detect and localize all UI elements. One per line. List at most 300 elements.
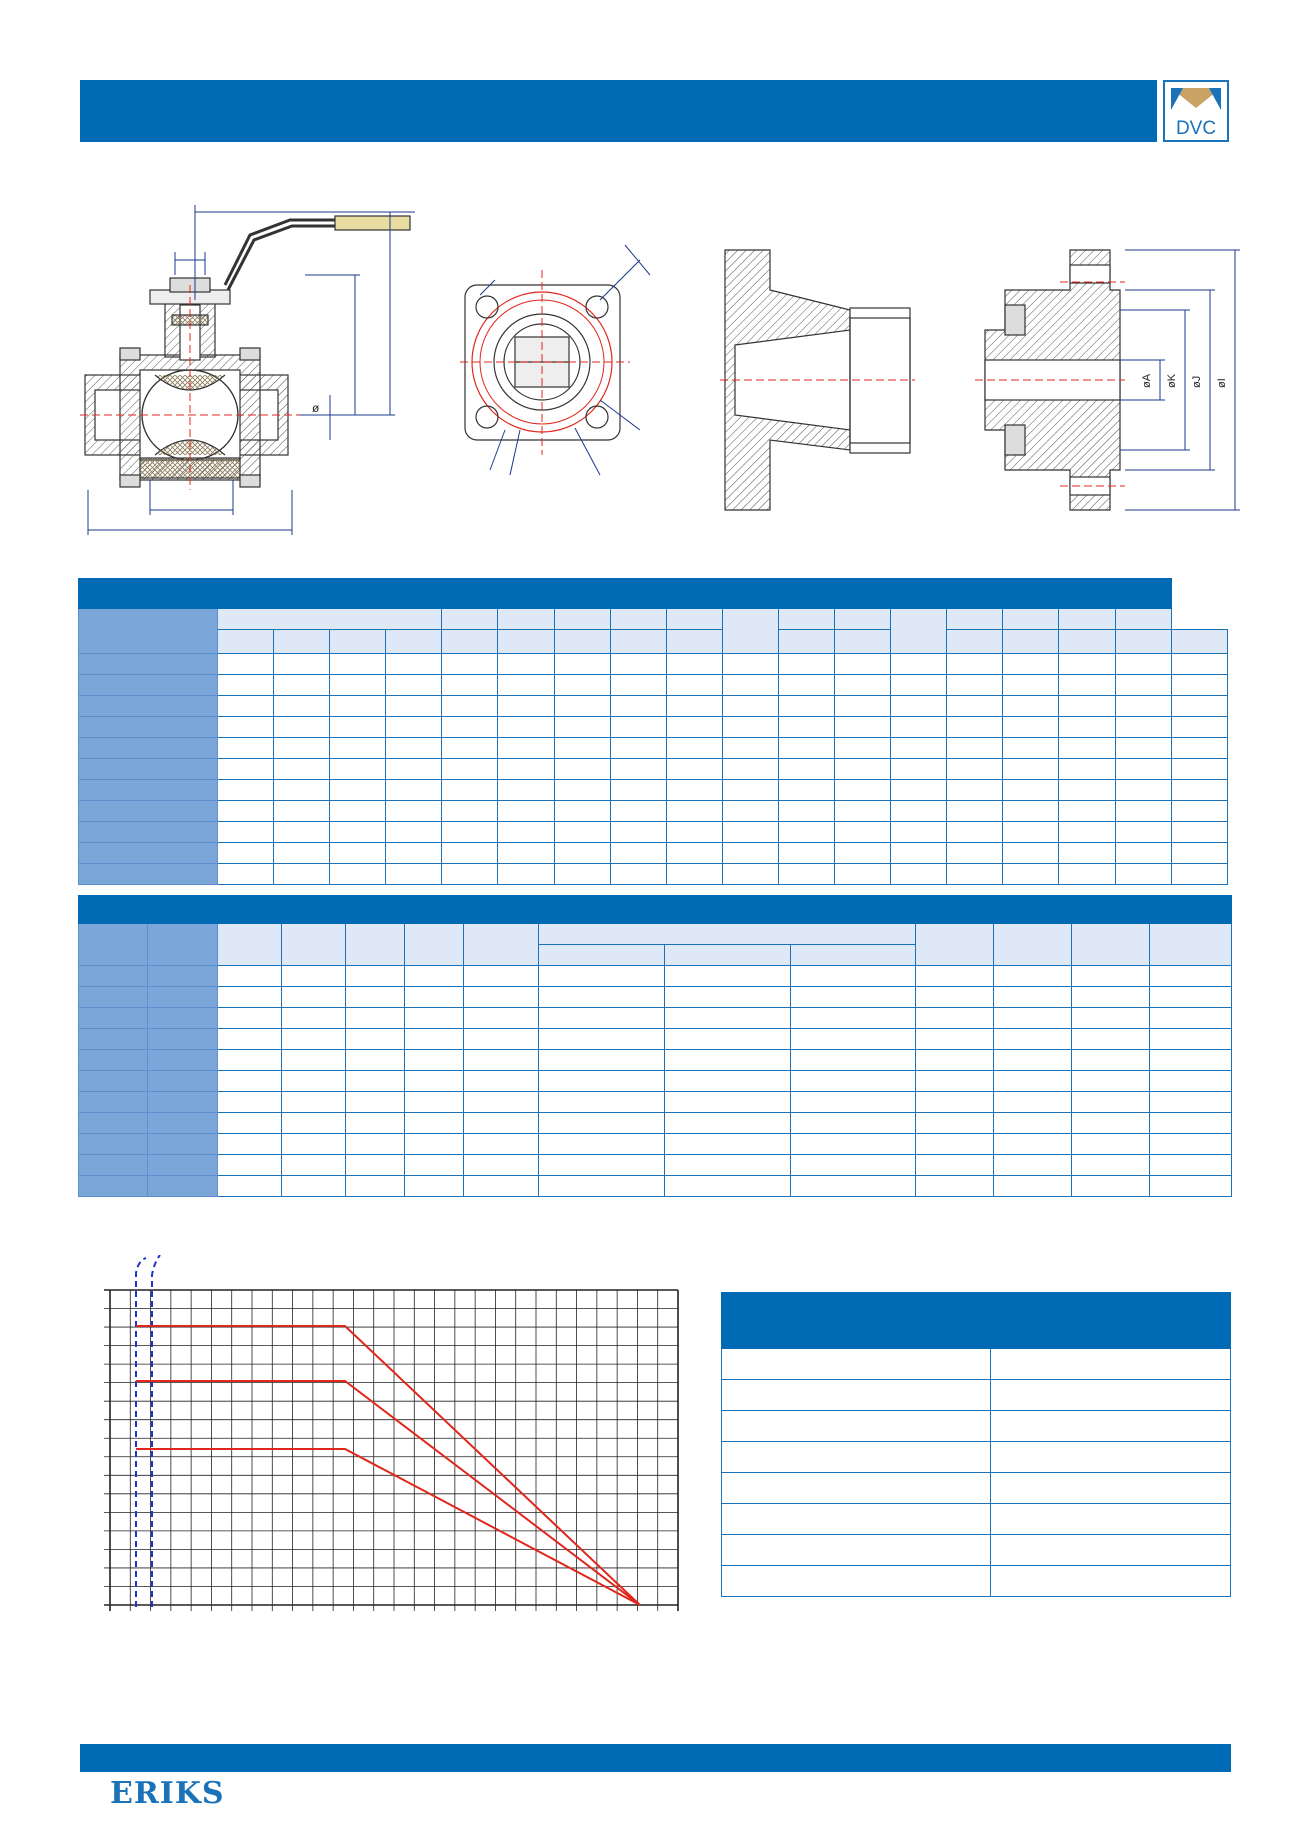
table-cell [405, 1008, 464, 1029]
header-band [80, 80, 1157, 142]
table-cell [665, 1071, 791, 1092]
table-cell [610, 843, 666, 864]
table-cell [666, 864, 722, 885]
table-cell [891, 675, 947, 696]
chart-grid [104, 1290, 678, 1611]
table-cell [947, 864, 1003, 885]
table-cell [218, 1050, 282, 1071]
table-cell [282, 1050, 346, 1071]
limit-line [136, 1258, 146, 1607]
table-cell [464, 1134, 539, 1155]
table-row [722, 1473, 1231, 1504]
sub-header [835, 630, 891, 654]
sub-header [947, 630, 1003, 654]
table-cell [666, 696, 722, 717]
row-label-cell [79, 864, 218, 885]
table-cell [1072, 1071, 1150, 1092]
sub-header [554, 630, 610, 654]
table-cell [947, 801, 1003, 822]
sub-header [916, 924, 994, 966]
table-cell [722, 1473, 991, 1504]
table-cell [1115, 822, 1171, 843]
table-cell [791, 1071, 916, 1092]
table-cell [947, 717, 1003, 738]
table-cell [464, 1176, 539, 1197]
table-cell [282, 1113, 346, 1134]
table-cell [464, 1050, 539, 1071]
table-cell [346, 1155, 405, 1176]
table-cell [1003, 717, 1059, 738]
table-cell [442, 696, 498, 717]
table-cell [218, 654, 274, 675]
table-cell [778, 738, 834, 759]
table-cell [778, 801, 834, 822]
table-cell [1003, 654, 1059, 675]
flange-label-k: øK [1166, 373, 1178, 388]
table-cell [274, 759, 330, 780]
table-cell [405, 1050, 464, 1071]
valve-drawings [0, 190, 1300, 550]
table-cell [539, 1155, 665, 1176]
table-cell [218, 1155, 282, 1176]
table-row [79, 717, 1228, 738]
flange-table [78, 895, 1232, 1197]
flange-table-row-header-2 [148, 924, 218, 966]
flange-table-header-group-4 [916, 896, 1232, 924]
table-cell [282, 987, 346, 1008]
table-cell [722, 864, 778, 885]
table-cell [916, 966, 994, 987]
row-label-cell [79, 1092, 148, 1113]
row-label-cell [79, 675, 218, 696]
table-cell [991, 1380, 1231, 1411]
table-cell [405, 1092, 464, 1113]
table-cell [274, 822, 330, 843]
table-cell [1059, 843, 1115, 864]
table-cell [665, 1029, 791, 1050]
table-cell [330, 738, 386, 759]
table-cell [554, 801, 610, 822]
table-cell [947, 780, 1003, 801]
table-cell [791, 1029, 916, 1050]
row-label-cell [148, 1092, 218, 1113]
table-cell [386, 822, 442, 843]
row-label-cell [79, 654, 218, 675]
table-cell [1115, 738, 1171, 759]
dimensions-table-header-group-1 [218, 579, 723, 609]
table-cell [891, 822, 947, 843]
table-cell [442, 801, 498, 822]
table-cell [218, 696, 274, 717]
table-cell [539, 1176, 665, 1197]
table-cell [1003, 759, 1059, 780]
row-label-cell [79, 717, 218, 738]
flange-label-j: øJ [1191, 375, 1203, 388]
table-cell [442, 675, 498, 696]
table-cell [282, 1008, 346, 1029]
table-cell [665, 1113, 791, 1134]
table-cell [666, 717, 722, 738]
table-cell [1150, 1071, 1232, 1092]
table-cell [1171, 822, 1227, 843]
weld-end-section [720, 250, 915, 510]
sub-header [282, 924, 346, 966]
table-row [79, 1092, 1232, 1113]
sub-header [442, 630, 498, 654]
table-cell [916, 1029, 994, 1050]
row-label-cell [79, 822, 218, 843]
table-cell [666, 675, 722, 696]
table-cell [722, 654, 778, 675]
table-cell [778, 696, 834, 717]
dimensions-table [78, 578, 1228, 885]
table-row [722, 1566, 1231, 1597]
table-row [722, 1535, 1231, 1566]
table-cell [539, 1029, 665, 1050]
table-cell [610, 738, 666, 759]
table-cell [554, 717, 610, 738]
sub-header [1072, 924, 1150, 966]
table-cell [1072, 987, 1150, 1008]
table-cell [330, 696, 386, 717]
table-cell [282, 1155, 346, 1176]
sub-header [539, 945, 665, 966]
dimensions-table-header-group-2 [722, 579, 1059, 609]
table-cell [464, 987, 539, 1008]
table-cell [1059, 801, 1115, 822]
table-cell [1171, 801, 1227, 822]
row-label-cell [148, 966, 218, 987]
table-cell [442, 843, 498, 864]
table-cell [554, 822, 610, 843]
dvc-logo [1163, 80, 1229, 142]
sub-header [554, 609, 610, 630]
table-cell [442, 864, 498, 885]
table-row [79, 1134, 1232, 1155]
valve-side-view [80, 205, 415, 535]
table-cell [916, 1071, 994, 1092]
table-cell [498, 864, 554, 885]
table-cell [218, 843, 274, 864]
table-cell [274, 843, 330, 864]
table-cell [947, 843, 1003, 864]
table-cell [610, 717, 666, 738]
table-cell [835, 864, 891, 885]
sub-header [778, 630, 834, 654]
table-cell [346, 966, 405, 987]
table-cell [405, 1113, 464, 1134]
table-cell [994, 1113, 1072, 1134]
table-cell [274, 717, 330, 738]
table-cell [405, 987, 464, 1008]
table-cell [610, 696, 666, 717]
sub-header [1003, 609, 1059, 630]
table-cell [218, 1113, 282, 1134]
sub-header [464, 924, 539, 966]
sub-header [442, 609, 498, 630]
table-cell [891, 843, 947, 864]
table-row [79, 1029, 1232, 1050]
table-cell [835, 717, 891, 738]
flange-table-header-group-1 [218, 896, 346, 924]
table-cell [947, 822, 1003, 843]
table-cell [218, 738, 274, 759]
sub-header [405, 924, 464, 966]
table-cell [405, 1176, 464, 1197]
table-cell [891, 717, 947, 738]
row-label-cell [148, 1134, 218, 1155]
table-cell [778, 780, 834, 801]
flange-end-section [975, 250, 1240, 510]
sub-header [891, 609, 947, 654]
table-cell [274, 780, 330, 801]
table-cell [722, 1566, 991, 1597]
table-cell [1171, 759, 1227, 780]
table-cell [1003, 738, 1059, 759]
table-cell [554, 780, 610, 801]
table-cell [891, 780, 947, 801]
table-cell [539, 1071, 665, 1092]
table-cell [722, 780, 778, 801]
table-cell [330, 759, 386, 780]
table-cell [282, 1092, 346, 1113]
table-cell [1072, 1176, 1150, 1197]
table-cell [791, 1113, 916, 1134]
row-label-cell [79, 1113, 148, 1134]
table-cell [554, 654, 610, 675]
table-cell [346, 1113, 405, 1134]
table-cell [916, 1113, 994, 1134]
table-cell [346, 1134, 405, 1155]
table-cell [274, 864, 330, 885]
table-cell [498, 801, 554, 822]
table-cell [722, 843, 778, 864]
sub-header [498, 609, 554, 630]
table-cell [916, 987, 994, 1008]
table-cell [1115, 654, 1171, 675]
table-cell [722, 1504, 991, 1535]
row-label-cell [79, 843, 218, 864]
table-cell [1059, 717, 1115, 738]
table-cell [722, 675, 778, 696]
table-row [79, 1071, 1232, 1092]
sub-header [994, 924, 1072, 966]
table-cell [346, 1092, 405, 1113]
table-cell [498, 675, 554, 696]
table-cell [539, 1092, 665, 1113]
sub-header [665, 945, 791, 966]
table-cell [442, 780, 498, 801]
sub-header [274, 630, 330, 654]
table-cell [791, 1050, 916, 1071]
table-cell [1150, 1134, 1232, 1155]
table-cell [1150, 1029, 1232, 1050]
table-cell [610, 654, 666, 675]
table-cell [554, 864, 610, 885]
table-cell [330, 717, 386, 738]
table-cell [791, 966, 916, 987]
table-cell [835, 780, 891, 801]
sub-header [1115, 630, 1171, 654]
table-cell [218, 780, 274, 801]
table-cell [386, 801, 442, 822]
table-row [79, 966, 1232, 987]
row-label-cell [148, 1008, 218, 1029]
table-cell [665, 987, 791, 1008]
table-cell [1150, 1092, 1232, 1113]
table-cell [498, 738, 554, 759]
table-cell [665, 1155, 791, 1176]
table-cell [1115, 843, 1171, 864]
sub-header [1003, 630, 1059, 654]
logo-text: DVC [1175, 118, 1217, 139]
table-row [722, 1442, 1231, 1473]
table-cell [991, 1535, 1231, 1566]
row-label-cell [79, 738, 218, 759]
table-cell [1072, 1113, 1150, 1134]
table-cell [554, 738, 610, 759]
pressure-temperature-chart [80, 1255, 700, 1625]
table-cell [554, 843, 610, 864]
table-cell [386, 780, 442, 801]
table-cell [1003, 843, 1059, 864]
sub-header [722, 609, 778, 654]
table-cell [791, 1092, 916, 1113]
sub-header [218, 630, 274, 654]
table-cell [916, 1176, 994, 1197]
table-cell [791, 987, 916, 1008]
table-cell [994, 1134, 1072, 1155]
sub-header [330, 630, 386, 654]
table-cell [218, 1134, 282, 1155]
table-cell [1171, 654, 1227, 675]
table-cell [1059, 864, 1115, 885]
table-cell [464, 1029, 539, 1050]
table-cell [1003, 780, 1059, 801]
table-cell [947, 654, 1003, 675]
table-cell [539, 1008, 665, 1029]
table-cell [464, 1008, 539, 1029]
table-cell [274, 675, 330, 696]
table-cell [665, 1050, 791, 1071]
row-label-cell [79, 1050, 148, 1071]
table-cell [218, 801, 274, 822]
table-cell [442, 654, 498, 675]
dimensions-table-header-group-3 [1059, 579, 1171, 609]
table-cell [1115, 696, 1171, 717]
table-cell [835, 822, 891, 843]
table-row [79, 738, 1228, 759]
table-cell [539, 966, 665, 987]
table-row [79, 843, 1228, 864]
table-cell [891, 654, 947, 675]
table-cell [386, 696, 442, 717]
table-cell [464, 1113, 539, 1134]
sub-header [666, 630, 722, 654]
table-cell [1150, 1113, 1232, 1134]
table-cell [916, 1092, 994, 1113]
table-cell [1072, 1050, 1150, 1071]
table-cell [1171, 780, 1227, 801]
table-cell [991, 1411, 1231, 1442]
table-cell [722, 717, 778, 738]
table-cell [1059, 759, 1115, 780]
table-cell [1003, 822, 1059, 843]
table-cell [610, 801, 666, 822]
table-row [79, 654, 1228, 675]
flange-table-header-group-2 [346, 896, 539, 924]
table-cell [722, 801, 778, 822]
row-label-cell [79, 759, 218, 780]
table-cell [665, 1008, 791, 1029]
table-cell [722, 1411, 991, 1442]
table-cell [218, 759, 274, 780]
table-cell [1171, 843, 1227, 864]
table-cell [274, 801, 330, 822]
table-cell [330, 675, 386, 696]
table-row [722, 1380, 1231, 1411]
sub-header [1059, 609, 1115, 630]
sub-header [498, 630, 554, 654]
row-label-cell [148, 1176, 218, 1197]
table-cell [464, 1155, 539, 1176]
table-cell [916, 1050, 994, 1071]
valve-top-view [460, 245, 650, 475]
table-cell [891, 759, 947, 780]
table-cell [1150, 1050, 1232, 1071]
table-cell [330, 864, 386, 885]
dimensions-table-row-header [79, 609, 218, 654]
table-cell [665, 1134, 791, 1155]
sub-header [1171, 630, 1227, 654]
table-row [79, 987, 1232, 1008]
table-cell [218, 1071, 282, 1092]
table-cell [1150, 1176, 1232, 1197]
sub-header [835, 609, 891, 630]
sub-header [386, 630, 442, 654]
table-cell [1171, 717, 1227, 738]
table-row [79, 801, 1228, 822]
diameter-symbol: ø [312, 401, 320, 415]
sub-header [1059, 630, 1115, 654]
sub-header [1150, 924, 1232, 966]
table-cell [386, 864, 442, 885]
table-cell [891, 696, 947, 717]
table-cell [346, 1176, 405, 1197]
table-cell [778, 843, 834, 864]
table-cell [666, 738, 722, 759]
table-cell [1059, 675, 1115, 696]
table-cell [666, 780, 722, 801]
table-cell [666, 654, 722, 675]
table-cell [835, 759, 891, 780]
table-cell [835, 696, 891, 717]
footer-band [80, 1744, 1231, 1772]
row-label-cell [79, 696, 218, 717]
table-cell [991, 1442, 1231, 1473]
table-cell [464, 1071, 539, 1092]
table-cell [666, 843, 722, 864]
sub-header [539, 924, 916, 945]
table-cell [498, 759, 554, 780]
table-cell [994, 1176, 1072, 1197]
table-cell [1003, 864, 1059, 885]
materials-table-header-1 [722, 1293, 991, 1349]
table-cell [666, 801, 722, 822]
table-cell [891, 864, 947, 885]
table-cell [464, 1092, 539, 1113]
table-cell [994, 1071, 1072, 1092]
